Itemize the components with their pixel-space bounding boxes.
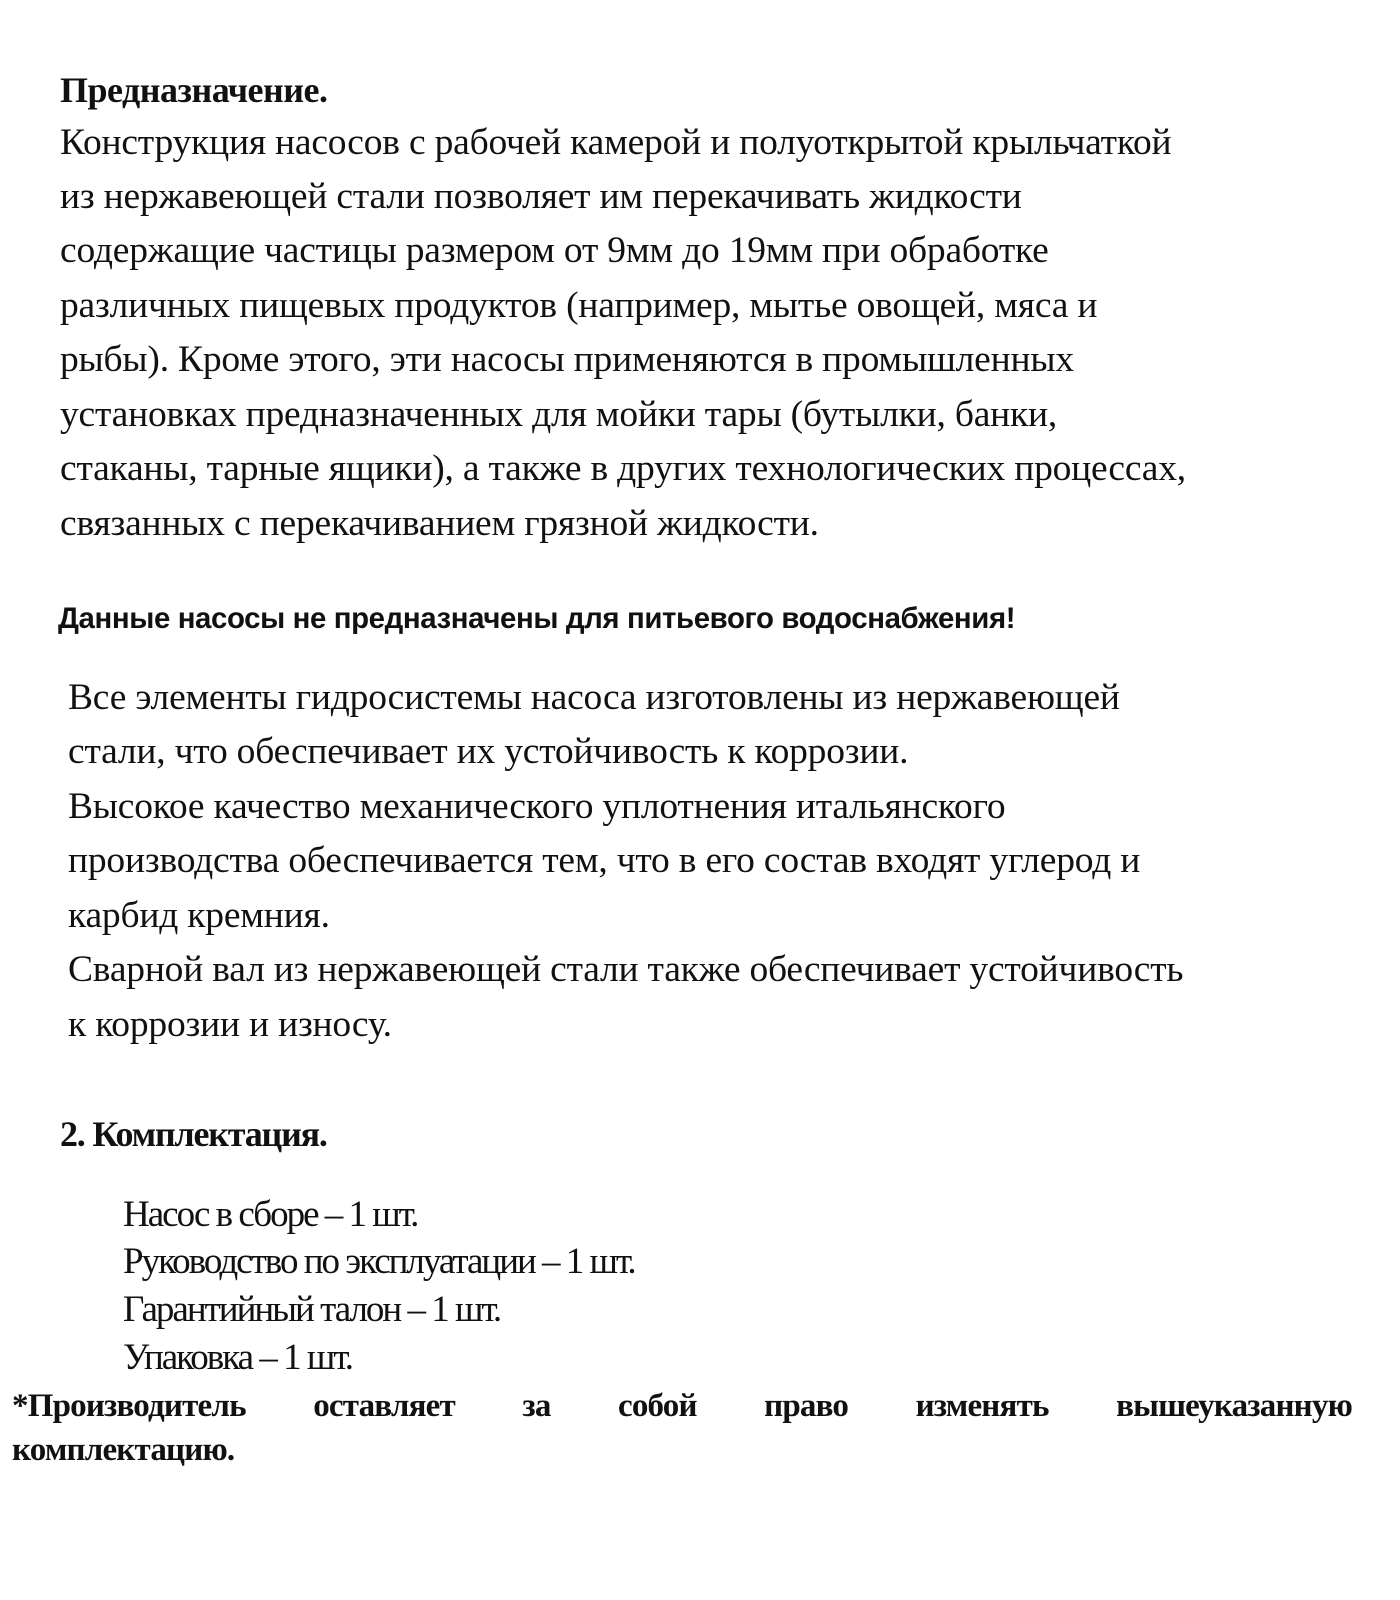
purpose-line: стаканы, тарные ящики), а также в других технологических процессах,: [60, 448, 1186, 489]
features-line: Сварной вал из нержавеющей стали также обеспечивает устойчивость: [68, 949, 1184, 990]
package-heading: 2. Комплектация.: [60, 1114, 327, 1154]
features-line: карбид кремния.: [68, 895, 330, 936]
features-line: Высокое качество механического уплотнения итальянского: [68, 786, 1006, 827]
purpose-line: Конструкция насосов с рабочей камерой и полуоткрытой крыльчаткой: [60, 122, 1172, 163]
features-line: стали, что обеспечивает их устойчивость к коррозии.: [68, 731, 909, 772]
purpose-line: содержащие частицы размером от 9мм до 19мм при обработке: [60, 230, 1049, 271]
package-item: Руководство по эксплуатации – 1 шт.: [123, 1241, 635, 1282]
manufacturer-note-line: *Производитель оставляет за собой право изменять вышеуказанную: [12, 1388, 1352, 1424]
features-line: к коррозии и износу.: [68, 1004, 392, 1045]
purpose-line: из нержавеющей стали позволяет им перекачивать жидкости: [60, 176, 1022, 217]
manufacturer-note-line: комплектацию.: [12, 1432, 235, 1468]
purpose-line: связанных с перекачиванием грязной жидкости.: [60, 503, 819, 544]
purpose-line: различных пищевых продуктов (например, мытье овощей, мяса и: [60, 285, 1098, 326]
package-item: Упаковка – 1 шт.: [123, 1337, 352, 1378]
features-line: производства обеспечивается тем, что в его состав входят углерод и: [68, 840, 1141, 881]
features-line: Все элементы гидросистемы насоса изготовлены из нержавеющей: [68, 677, 1120, 718]
package-item: Гарантийный талон – 1 шт.: [123, 1289, 501, 1330]
purpose-heading: Предназначение.: [60, 70, 328, 110]
purpose-line: установках предназначенных для мойки тары (бутылки, банки,: [60, 394, 1058, 435]
drinking-water-warning: Данные насосы не предназначены для питьевого водоснабжения!: [58, 602, 1016, 635]
package-item: Насос в сборе – 1 шт.: [123, 1194, 418, 1235]
purpose-line: рыбы). Кроме этого, эти насосы применяются в промышленных: [60, 339, 1074, 380]
